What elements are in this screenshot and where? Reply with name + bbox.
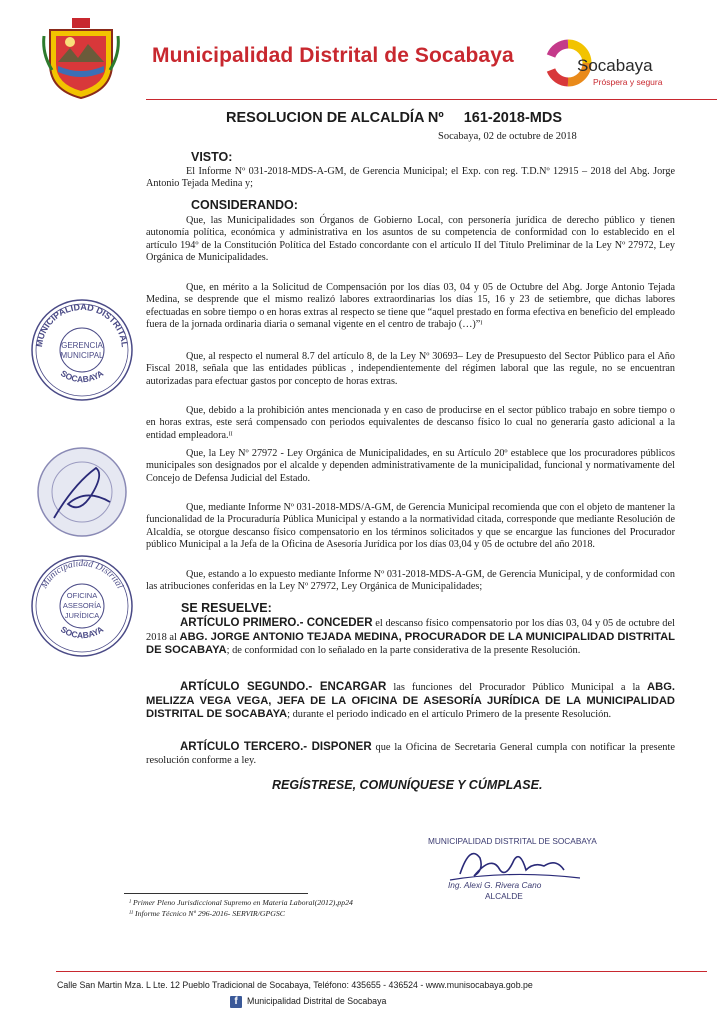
closing-formula: REGÍSTRESE, COMUNÍQUESE Y CÚMPLASE. (272, 778, 543, 792)
svg-text:Municipalidad Distrital (39, 559, 125, 591)
footnote-2: ᴵᴵ Informe Técnico Nº 296-2016- SERVIR/GPGSC (129, 909, 285, 918)
asesoria-stamp-center-2: ASESORÍA (62, 601, 102, 610)
articulo-primero-beneficiary: ABG. JORGE ANTONIO TEJADA MEDINA, PROCURADOR DE LA MUNICIPALIDAD DISTRITAL DE SOCABAYA (146, 630, 675, 657)
handwritten-signature (440, 840, 590, 884)
articulo-primero (146, 617, 675, 658)
brand-tagline: Próspera y segura (593, 77, 663, 87)
articulo-segundo-text-b: ; durante el periodo indicado en el artículo Primero de la presente Resolución. (287, 709, 612, 721)
footer-divider (56, 971, 707, 972)
articulo-tercero-text: que la Oficina de Secretaria General cumpla con notificar la presente resolución conforme a ley. (146, 742, 675, 766)
gerencia-stamp-ring-text: MUNICIPALIDAD DISTRITAL (34, 301, 130, 348)
considerando-paragraph-6: Que, mediante Informe Nº 031-2018-MDS/A-GM, de Gerencia Municipal recomienda que con el objeto de mantener la funcionalidad de la Procuraduría Pública Municipal y estando a la normatividad citada, corresponde que mediante Resolución de Alcaldía, se otorgue descanso físico compensatorio en los términos solicitados y que se encargue las funciones del Procurador público Municipal a la Jefa de la Oficina de Asesoría Jurídica por los días 03,04 y 05 de octubre del año 2018. (146, 502, 675, 551)
considerando-paragraph-3: Que, al respecto el numeral 8.7 del artículo 8, de la Ley Nº 30693– Ley de Presupuesto del Sector Público para el Año Fiscal 2018, señala que las entidades públicas , independientemente del régimen laboral que las regule, no se encuentran autorizadas para efectuar gastos por concepto de horas extras. (146, 351, 675, 387)
considerando-heading: CONSIDERANDO: (191, 198, 298, 212)
articulo-tercero-label: ARTÍCULO TERCERO.- DISPONER (180, 741, 372, 753)
articulo-segundo-appointee: ABG. MELIZZA VEGA VEGA, JEFA DE LA OFICINA DE ASESORÍA JURÍDICA DE LA MUNICIPALIDAD DISTRITAL DE SOCABAYA (146, 681, 676, 721)
considerando-paragraph-2: Que, en mérito a la Solicitud de Compensación por los días 03, 04 y 05 de Octubre del Abg. Jorge Antonio Tejada Medina, se desprende que el mismo realizó labores extraordinarias los días 15, 16 y 23 de setiembre, que dichas labores efectuadas en sobre tiempo o en horas extras al respecto se tiene que “aquel prestado en forma efectiva en beneficio del empleado fuera de la jornada ordinaria diaria o semanal vigente en el centro de trabajo (…)”ᴵ (146, 282, 675, 331)
round-seal-stamp (34, 444, 130, 540)
articulo-segundo-label: ARTÍCULO SEGUNDO.- ENCARGAR (180, 681, 387, 693)
visto-heading: VISTO: (191, 150, 233, 164)
mayor-signature-block (410, 826, 620, 912)
articulo-primero-label: ARTÍCULO PRIMERO.- CONCEDER (180, 617, 373, 629)
resolution-title-label: RESOLUCION DE ALCALDÍA Nº (226, 110, 444, 126)
gerencia-stamp-center-2: MUNICIPAL (60, 351, 104, 360)
articulo-primero-text-b: ; de conformidad con lo señalado en la parte considerativa de la presente Resolución. (226, 645, 581, 657)
articulo-primero-text-a: el descanso físico compensatorio por los días 03, 04 y 05 de octubre del 2018 al (146, 618, 676, 643)
signature-role: ALCALDE (485, 891, 523, 901)
gerencia-stamp-bottom-text: SOCABAYA (58, 368, 106, 385)
considerando-paragraph-7: Que, estando a lo expuesto mediante Informe Nº 031-2018-MDS-A-GM, de Gerencia Municipal, y de conformidad con las atribuciones conferidas en la Ley Nº 27972, Ley Orgánica de Municipalidades; (146, 569, 675, 593)
gerencia-stamp-center-1: GERENCIA (61, 341, 103, 350)
asesoria-stamp-bottom-text: SOCABAYA (58, 624, 106, 641)
articulo-segundo (146, 681, 675, 722)
articulo-tercero (146, 741, 675, 767)
signature-org: MUNICIPALIDAD DISTRITAL DE SOCABAYA (428, 836, 597, 846)
asesoria-stamp-center-1: OFICINA (66, 591, 98, 600)
footer-facebook-page: Municipalidad Distrital de Socabaya (247, 996, 387, 1006)
svg-text:SOCABAYA (59, 624, 105, 640)
municipal-crest-logo (42, 14, 120, 100)
svg-text:SOCABAYA (59, 368, 105, 384)
facebook-icon: f (230, 996, 242, 1008)
signature-name: Ing. Alexi G. Rivera Cano (448, 880, 542, 890)
asesoria-stamp-ring-text: Municipalidad Distrital (39, 558, 125, 591)
resolution-date: Socabaya, 02 de octubre de 2018 (438, 131, 577, 142)
resuelve-heading: SE RESUELVE: (181, 601, 272, 615)
institution-title: Municipalidad Distrital de Socabaya (152, 44, 514, 67)
footnote-1: ᴵ Primer Pleno Jurisdiccional Supremo en Materia Laboral(2012),pp24 (129, 898, 353, 907)
articulo-segundo-text-a: las funciones del Procurador Público Municipal a la (386, 682, 648, 693)
asesoria-juridica-stamp (28, 552, 136, 660)
brand-name: Socabaya (577, 56, 653, 75)
resolution-number: 161-2018-MDS (463, 110, 563, 126)
resolution-title (226, 110, 562, 126)
footnote-divider (124, 893, 308, 894)
gerencia-municipal-stamp (28, 296, 136, 404)
considerando-paragraph-4: Que, debido a la prohibición antes mencionada y en caso de producirse en el sector público trabajo en sobre tiempo o en horas extras, este será compensado con periodos equivalentes de descanso físico lo cual no generaría gasto adicional a la entidad empleadora.ᴵᴵ (146, 405, 675, 441)
considerando-paragraph-1: Que, las Municipalidades son Órganos de Gobierno Local, con personería jurídica de derecho público y tienen autonomía política, económica y administrativa en los asuntos de su competencia de conformidad con lo establecido en el artículo 194º de la Constitución Política del Estado concordante con el artículo II del Título Preliminar de la Ley Nº 27972, Ley Orgánica de Municipalidades. (146, 215, 675, 264)
header-divider (146, 99, 717, 100)
socabaya-brand (543, 36, 683, 96)
asesoria-stamp-center-3: JURÍDICA (64, 611, 100, 620)
visto-text: El Informe Nº 031-2018-MDS-A-GM, de Gerencia Municipal; el Exp. con reg. T.D.Nº 12915 – 2018 del Abg. Jorge Antonio Tejada Medina y; (146, 166, 675, 190)
footer-address: Calle San Martin Mza. L Lte. 12 Pueblo Tradicional de Socabaya, Teléfono: 435655 - 436524 - www.munisocabaya.gob.pe (57, 980, 533, 990)
considerando-paragraph-5: Que, la Ley Nº 27972 - Ley Orgánica de Municipalidades, en su Artículo 20º establece que los procuradores públicos municipales son designados por el alcalde y dependen administrativamente de la municipalidad, funcional y normativamente del Concejo de Defensa Judicial del Estado. (146, 448, 675, 484)
